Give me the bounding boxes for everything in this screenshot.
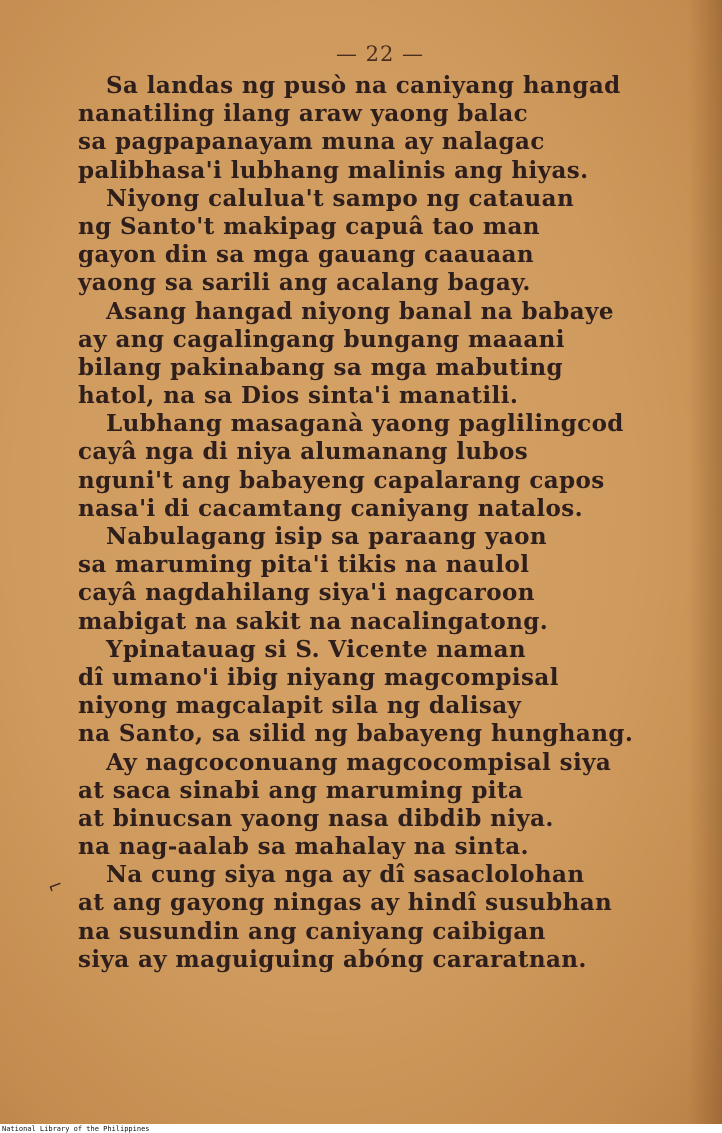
poem-line: gayon din sa mga gauang caauaan — [78, 241, 535, 269]
poem-line: siya ay maguiguing abóng cararatnan. — [78, 945, 587, 973]
poem-line: nguni't ang babayeng capalarang capos — [78, 466, 605, 494]
poem-line: dî umano'i ibig niyang magcompisal — [78, 663, 559, 691]
poem-line: Ypinatauag si S. Vicente naman — [106, 635, 526, 663]
poem-line: Niyong calulua't sampo ng catauan — [106, 184, 575, 212]
poem-line: na Santo, sa silid ng babayeng hunghang. — [78, 720, 634, 748]
library-footer: National Library of the Philippines — [2, 1125, 150, 1133]
poem-line: nanatiling ilang araw yaong balac — [78, 100, 529, 128]
stanza-4 — [78, 410, 678, 523]
stanza-6 — [78, 636, 678, 749]
poem-line: Sa landas ng pusò na caniyang hangad — [106, 72, 621, 99]
poem-line: sa maruming pita'i tikis na naulol — [78, 551, 530, 579]
stanza-3 — [78, 298, 678, 411]
stanza-7 — [78, 749, 678, 862]
poem-line: nasa'i di cacamtang caniyang natalos. — [78, 494, 584, 522]
stanza-8 — [78, 861, 678, 974]
poem-body — [78, 72, 678, 974]
poem-line: Asang hangad niyong banal na babaye — [106, 297, 614, 325]
poem-line: na susundin ang caniyang caibigan — [78, 917, 546, 945]
poem-line: Na cung siya nga ay dî sasaclolohan — [106, 861, 585, 889]
stanza-1 — [78, 72, 678, 185]
poem-line: ay ang cagalingang bungang maaani — [78, 325, 565, 353]
poem-line: mabigat na sakit na nacalingatong. — [78, 607, 549, 635]
poem-line: hatol, na sa Dios sinta'i manatili. — [78, 382, 519, 410]
pencil-margin-mark: ⌐ — [44, 874, 67, 899]
poem-line: cayâ nga di niya alumanang lubos — [78, 438, 529, 466]
stanza-2 — [78, 185, 678, 298]
poem-line: Nabulagang isip sa paraang yaon — [106, 523, 547, 550]
poem-line: bilang pakinabang sa mga mabuting — [78, 353, 563, 381]
stanza-5 — [78, 523, 678, 636]
poem-line: at saca sinabi ang maruming pita — [78, 776, 524, 804]
poem-line: Ay nagcoconuang magcocompisal siya — [106, 748, 612, 776]
poem-line: sa pagpapanayam muna ay nalagac — [78, 128, 545, 156]
poem-line: palibhasa'i lubhang malinis ang hiyas. — [78, 156, 589, 184]
poem-line: cayâ nagdahilang siya'i nagcaroon — [78, 579, 535, 607]
page-number: — 22 — — [335, 42, 425, 66]
poem-line: ng Santo't makipag capuâ tao man — [78, 212, 540, 240]
poem-line: niyong magcalapit sila ng dalisay — [78, 692, 522, 720]
poem-line: na nag-aalab sa mahalay na sinta. — [78, 833, 529, 861]
poem-line: yaong sa sarili ang acalang bagay. — [78, 269, 531, 297]
poem-line: at ang gayong ningas ay hindî susubhan — [78, 889, 613, 917]
poem-line: at binucsan yaong nasa dibdib niya. — [78, 804, 554, 832]
poem-line: Lubhang masaganà yaong paglilingcod — [106, 410, 624, 438]
